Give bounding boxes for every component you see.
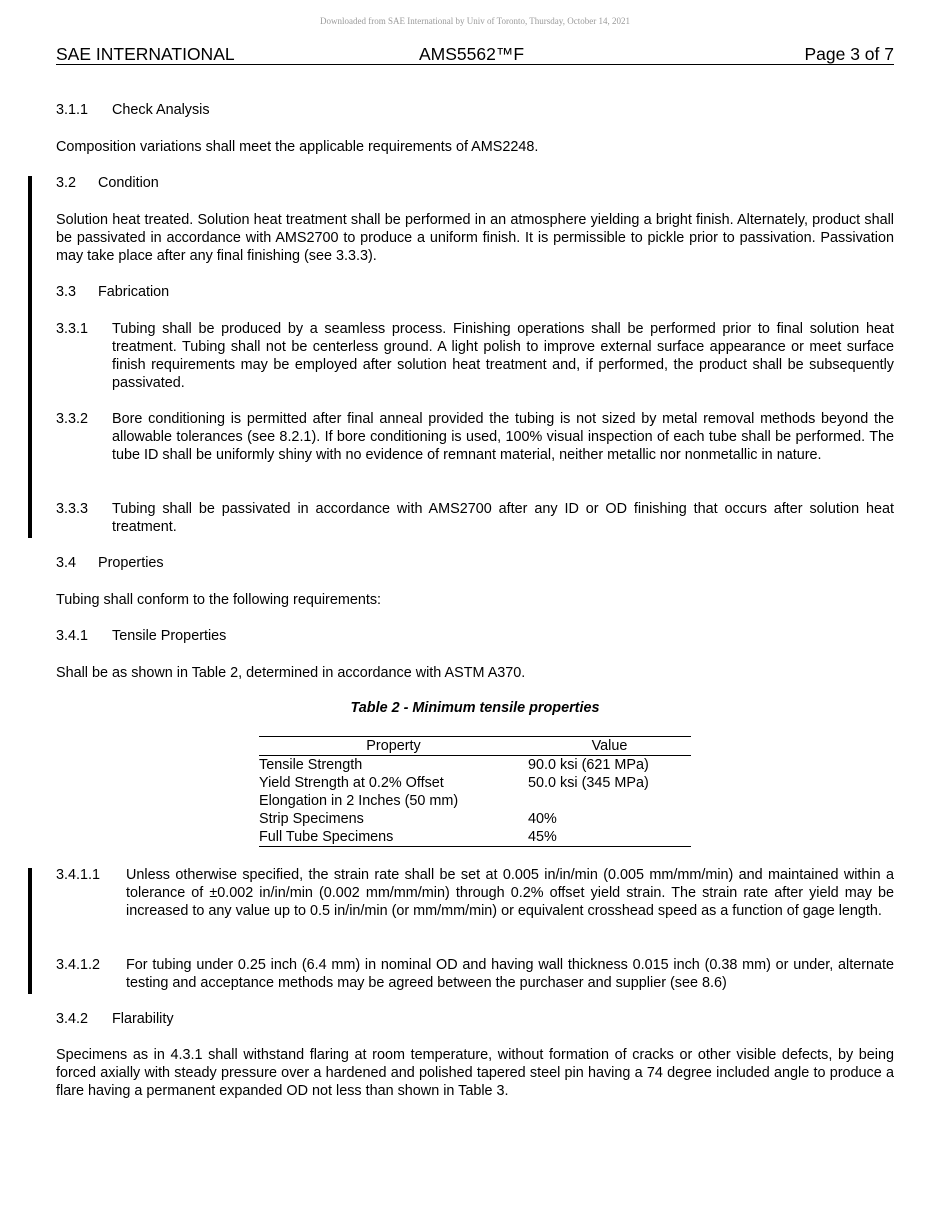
header-org: SAE INTERNATIONAL (56, 44, 235, 64)
section-number: 3.3 (56, 284, 77, 300)
table-row (259, 792, 691, 810)
section-number: 3.4.1 (56, 628, 89, 644)
section-number: 3.3.2 (56, 411, 89, 427)
header-page-number: Page 3 of 7 (804, 44, 894, 64)
table-cell: 45% (528, 828, 691, 847)
paragraph: For tubing under 0.25 inch (6.4 mm) in nominal OD and having wall thickness 0.015 inch (0.38 mm) or under, alternate testing and acceptance methods may be agreed between the purchaser and supplier (see 8.6) (126, 957, 894, 991)
table-header-row (259, 737, 691, 756)
section-number: 3.4.1.1 (56, 867, 101, 883)
change-bar (28, 176, 32, 538)
tensile-properties-table (259, 736, 691, 847)
table-row (259, 756, 691, 775)
section-number: 3.4 (56, 555, 77, 571)
section-number: 3.3.3 (56, 501, 89, 517)
table-row (259, 828, 691, 847)
paragraph: Specimens as in 4.3.1 shall withstand flaring at room temperature, without formation of cracks or other visible defects, by being forced axially with steady pressure over a hardened and polished tapered steel pin having a 74 degree included angle to produce a flare having a permanent expanded OD not less than shown in Table 3. (56, 1047, 894, 1099)
section-number: 3.2 (56, 175, 77, 191)
paragraph: Tubing shall be produced by a seamless process. Finishing operations shall be performed prior to final solution heat treatment. Tubing shall not be centerless ground. A light polish to improve external surface appearance or meet surface finish requirements may be employed after solution heat treatment and, if performed, the product shall be subsequently passivated. (112, 321, 894, 391)
section-number: 3.3.1 (56, 321, 89, 337)
section-title: Condition (98, 175, 159, 191)
paragraph: Solution heat treated. Solution heat treatment shall be performed in an atmosphere yielding a bright finish. Alternately, product shall be passivated in accordance with AMS2700 to produce a uniform finish. It is permissible to pickle prior to passivation. Passivation may take place after any final finishing (see 3.3.3). (56, 212, 894, 264)
download-watermark: Downloaded from SAE International by Univ of Toronto, Thursday, October 14, 2021 (320, 16, 630, 26)
table-cell: Yield Strength at 0.2% Offset (259, 775, 444, 791)
section-title: Tensile Properties (112, 628, 227, 644)
table-cell: Full Tube Specimens (259, 828, 528, 847)
table-row (259, 774, 691, 792)
paragraph: Unless otherwise specified, the strain rate shall be set at 0.005 in/in/min (0.005 mm/mm/min) and maintained within a tolerance of ±0.002 in/in/min (0.002 mm/mm/min) through 0.2% offset yield strain. The strain rate after yield may be increased to any value up to 0.5 in/in/min (or mm/mm/min) or equivalent crosshead speed as a function of gage length. (126, 867, 894, 919)
section-title: Fabrication (98, 284, 170, 300)
page-header (56, 44, 894, 65)
table-cell: 90.0 ksi (621 MPa) (528, 757, 649, 773)
column-header: Property (259, 737, 528, 756)
section-number: 3.4.2 (56, 1011, 89, 1027)
paragraph: Tubing shall conform to the following requirements: (56, 592, 382, 608)
paragraph: Composition variations shall meet the applicable requirements of AMS2248. (56, 139, 539, 155)
section-number: 3.1.1 (56, 102, 89, 118)
table-cell: Tensile Strength (259, 757, 363, 773)
change-bar (28, 868, 32, 994)
paragraph: Shall be as shown in Table 2, determined in accordance with ASTM A370. (56, 665, 526, 681)
table-cell: Elongation in 2 Inches (50 mm) (259, 793, 459, 809)
table-row (259, 810, 691, 828)
section-number: 3.4.1.2 (56, 957, 101, 973)
section-title: Check Analysis (112, 102, 210, 118)
column-header: Value (528, 737, 691, 756)
paragraph: Bore conditioning is permitted after final anneal provided the tubing is not sized by metal removal methods beyond the allowable tolerances (see 8.2.1). If bore conditioning is used, 100% visual inspection of each tube shall be performed. The tube ID shall be uniformly shiny with no evidence of remnant material, neither metallic nor nonmetallic in nature. (112, 411, 894, 463)
paragraph: Tubing shall be passivated in accordance with AMS2700 after any ID or OD finishing that occurs after solution heat treatment. (112, 501, 894, 535)
table-cell: 50.0 ksi (345 MPa) (528, 775, 649, 791)
header-doc-id: AMS5562™F (419, 44, 525, 64)
section-title: Flarability (112, 1011, 174, 1027)
table-caption: Table 2 - Minimum tensile properties (350, 700, 600, 716)
section-title: Properties (98, 555, 164, 571)
table-cell: 40% (528, 811, 557, 827)
table-cell: Strip Specimens (259, 811, 364, 827)
table-cell (528, 792, 691, 810)
